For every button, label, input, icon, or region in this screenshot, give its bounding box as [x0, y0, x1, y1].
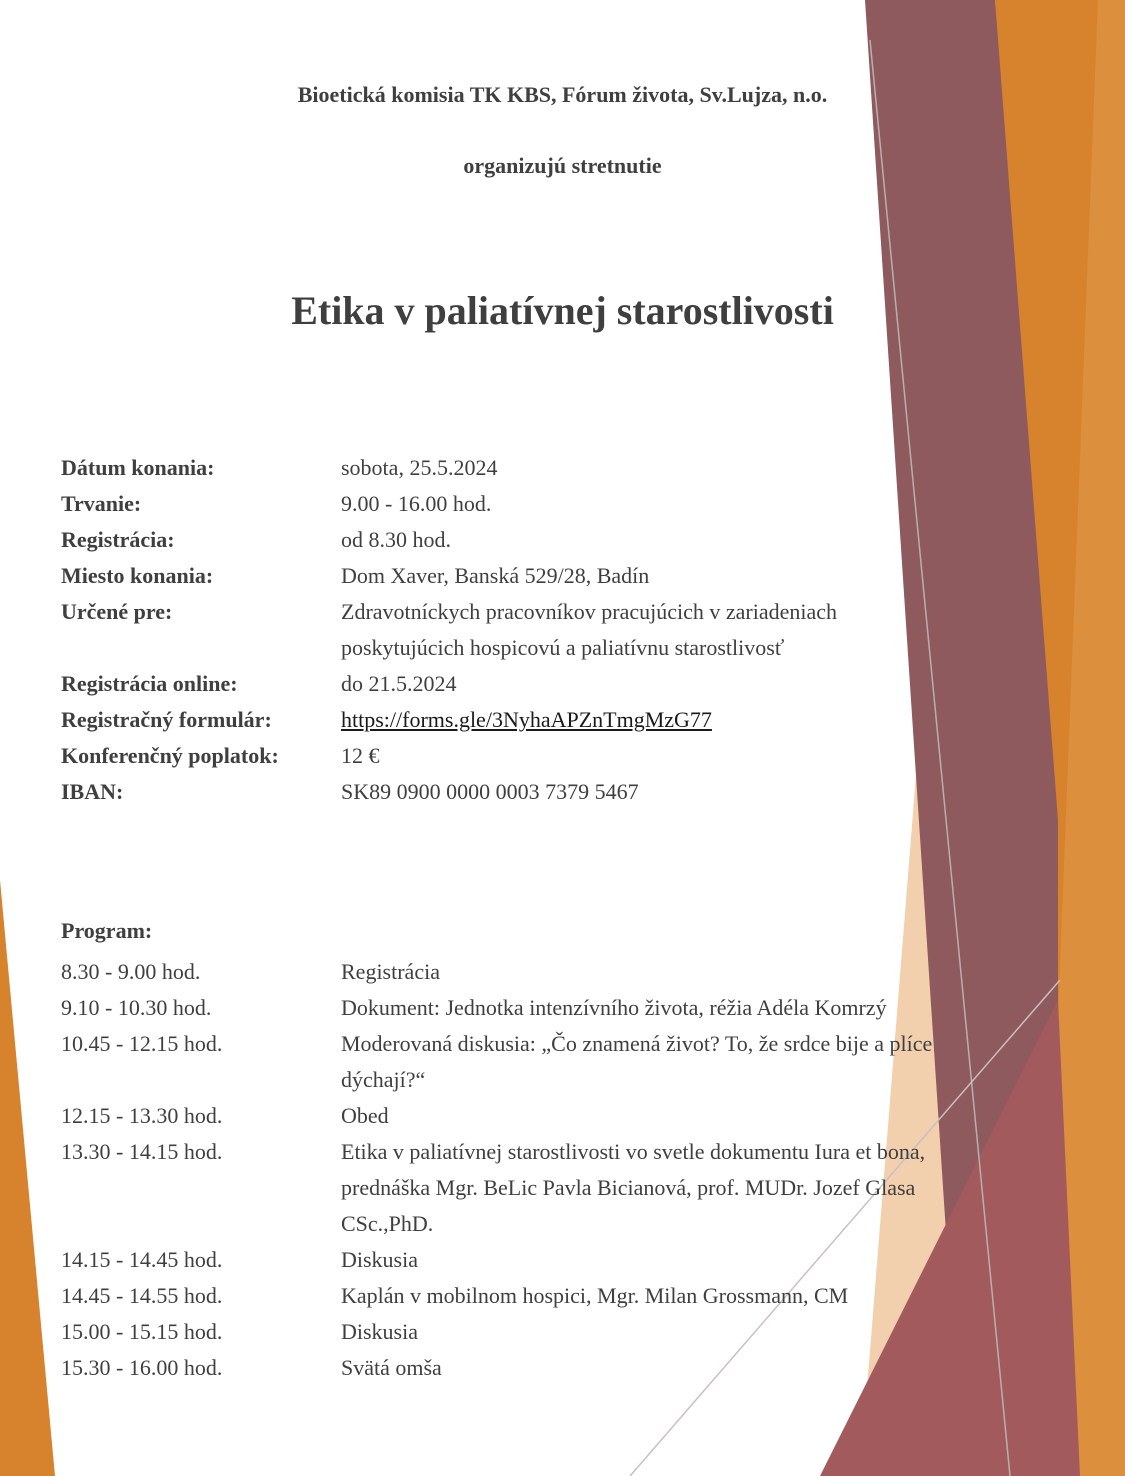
detail-value: Dom Xaver, Banská 529/28, Badín [341, 563, 650, 588]
detail-label: Dátum konania: [61, 455, 215, 480]
program-text: Diskusia [341, 1319, 418, 1344]
detail-row [61, 522, 961, 558]
program-text: Obed [341, 1103, 389, 1128]
event-title: Etika v paliatívnej starostlivosti [291, 288, 834, 333]
program-item [61, 1350, 981, 1386]
program-text: Moderovaná diskusia: „Čo znamená život? To, že srdce bije a plíce dýchají?“ [341, 1031, 933, 1092]
detail-row [61, 702, 961, 738]
program-text: Etika v paliatívnej starostlivosti vo svetle dokumentu Iura et bona, prednáška Mgr. BeLic Pavla Bicianová, prof. MUDr. Jozef Glasa CSc.,PhD. [341, 1139, 926, 1236]
detail-label: Miesto konania: [61, 563, 214, 588]
organizers-line: Bioetická komisia TK KBS, Fórum života, Sv.Lujza, n.o. [297, 82, 828, 107]
program-item [61, 1098, 981, 1134]
registration-form-field [341, 702, 961, 738]
detail-value: sobota, 25.5.2024 [341, 455, 498, 480]
detail-row [61, 450, 961, 486]
program-time: 15.00 - 15.15 hod. [61, 1319, 223, 1344]
detail-row [61, 738, 961, 774]
program-time: 10.45 - 12.15 hod. [61, 1031, 223, 1056]
program-text: Dokument: Jednotka intenzívního života, réžia Adéla Komrzý [341, 995, 887, 1020]
detail-value: 9.00 - 16.00 hod. [341, 491, 492, 516]
detail-value: SK89 0900 0000 0003 7379 5467 [341, 779, 639, 804]
detail-row [61, 666, 961, 702]
detail-label: Trvanie: [61, 491, 142, 516]
program-time: 8.30 - 9.00 hod. [61, 959, 201, 984]
detail-label: Konferenčný poplatok: [61, 743, 279, 768]
program-time: 14.15 - 14.45 hod. [61, 1247, 223, 1272]
program-item [61, 1314, 981, 1350]
program-time: 12.15 - 13.30 hod. [61, 1103, 223, 1128]
detail-label: Registrácia: [61, 527, 175, 552]
program-heading: Program: [61, 918, 153, 943]
program-time: 15.30 - 16.00 hod. [61, 1355, 223, 1380]
program-time: 13.30 - 14.15 hod. [61, 1139, 223, 1164]
program-item [61, 1242, 981, 1278]
detail-label: IBAN: [61, 779, 124, 804]
program-item [61, 990, 981, 1026]
program-item [61, 1278, 981, 1314]
detail-row [61, 774, 961, 810]
program-item [61, 1134, 981, 1242]
detail-label: Registrácia online: [61, 671, 238, 696]
detail-value: od 8.30 hod. [341, 527, 451, 552]
program-item [61, 954, 981, 990]
detail-row [61, 486, 961, 522]
program-time: 14.45 - 14.55 hod. [61, 1283, 223, 1308]
detail-label: Určené pre: [61, 599, 173, 624]
detail-label: Registračný formulár: [61, 707, 272, 732]
program-list [61, 954, 981, 1386]
detail-row [61, 558, 961, 594]
program-text: Diskusia [341, 1247, 418, 1272]
program-text: Svätá omša [341, 1355, 442, 1380]
program-time: 9.10 - 10.30 hod. [61, 995, 212, 1020]
detail-value: Zdravotníckych pracovníkov pracujúcich v zariadeniach poskytujúcich hospicovú a paliatívnu starostlivosť [341, 599, 837, 660]
detail-value: do 21.5.2024 [341, 671, 457, 696]
program-text: Registrácia [341, 959, 440, 984]
registration-form-link[interactable]: https://forms.gle/3NyhaAPZnTmgMzG77 [341, 707, 712, 732]
program-item [61, 1026, 981, 1098]
detail-value: 12 € [341, 743, 380, 768]
intro-line: organizujú stretnutie [463, 153, 662, 178]
program-text: Kaplán v mobilnom hospici, Mgr. Milan Grossmann, CM [341, 1283, 849, 1308]
event-details [61, 450, 961, 810]
detail-row [61, 594, 961, 666]
